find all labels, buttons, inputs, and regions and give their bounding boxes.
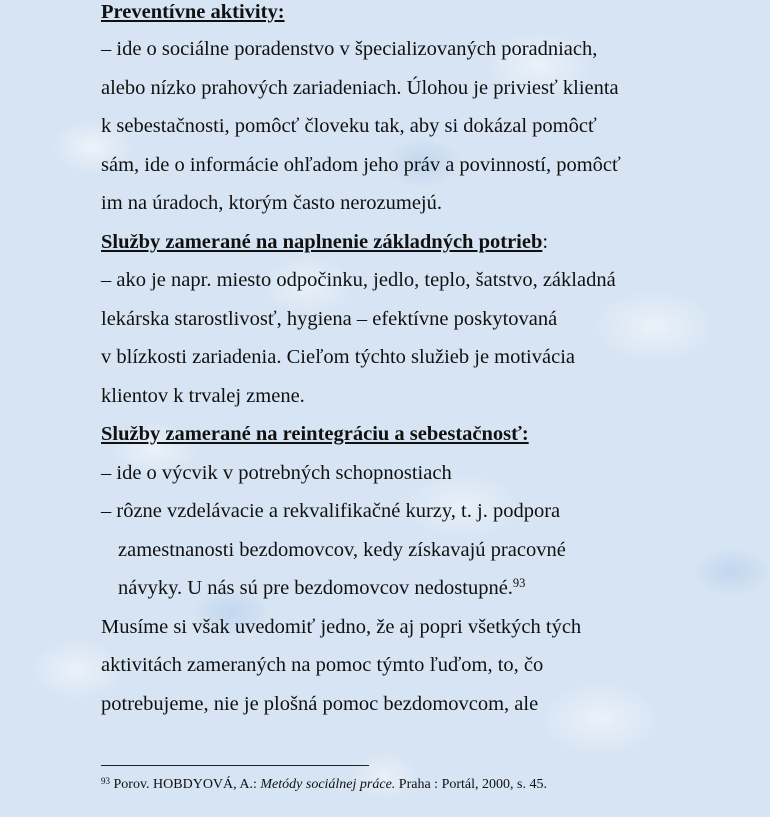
list-item: – ide o výcvik v potrebných schopnostiach: [101, 462, 452, 484]
footnote: [101, 776, 547, 794]
paragraph-line: Musíme si však uvedomiť jedno, že aj popri všetkých tých: [101, 616, 582, 638]
paragraph-line: lekárska starostlivosť, hygiena – efektívne poskytovaná: [101, 308, 558, 330]
footnote-number: 93: [101, 776, 110, 786]
list-item-continuation: návyky. U nás sú pre bezdomovcov nedostupné.: [118, 577, 513, 599]
paragraph-line: im na úradoch, ktorým často nerozumejú.: [101, 192, 442, 214]
paragraph-line: alebo nízko prahových zariadeniach. Úlohou je priviesť klienta: [101, 77, 619, 99]
paragraph-line: klientov k trvalej zmene.: [101, 385, 305, 407]
paragraph-line: sám, ide o informácie ohľadom jeho práv a povinností, pomôcť: [101, 154, 621, 176]
paragraph-line: potrebujeme, nie je plošná pomoc bezdomovcom, ale: [101, 693, 539, 715]
section-heading-basic-needs-wrapper: [101, 230, 548, 254]
paragraph-line: – ide o sociálne poradenstvo v špecializovaných poradniach,: [101, 38, 598, 60]
footnote-separator: [101, 765, 369, 766]
list-item: – rôzne vzdelávacie a rekvalifikačné kurzy, t. j. podpora: [101, 500, 561, 522]
section-heading-reintegration: Služby zamerané na reintegráciu a sebestačnosť:: [101, 423, 529, 445]
heading-suffix: :: [542, 231, 549, 253]
list-item-continuation: zamestnanosti bezdomovcov, kedy získavajú pracovné: [118, 539, 566, 561]
footnote-prefix: Porov. HOBDYOVÁ, A.:: [110, 777, 261, 792]
paragraph-line: aktivitách zameraných na pomoc týmto ľuďom, to, čo: [101, 654, 544, 676]
list-item-continuation-wrapper: [101, 576, 525, 600]
footnote-suffix: Praha : Portál, 2000, s. 45.: [395, 777, 547, 792]
section-heading-preventive: Preventívne aktivity:: [101, 1, 285, 23]
paragraph-line: – ako je napr. miesto odpočinku, jedlo, teplo, šatstvo, základná: [101, 269, 616, 291]
paragraph-line: v blízkosti zariadenia. Cieľom týchto služieb je motivácia: [101, 346, 575, 368]
footnote-title: Metódy sociálnej práce.: [260, 777, 396, 792]
section-heading-basic-needs: Služby zamerané na naplnenie základných potrieb: [101, 231, 543, 253]
footnote-reference[interactable]: 93: [512, 576, 526, 590]
paragraph-line: k sebestačnosti, pomôcť človeku tak, aby si dokázal pomôcť: [101, 115, 597, 137]
